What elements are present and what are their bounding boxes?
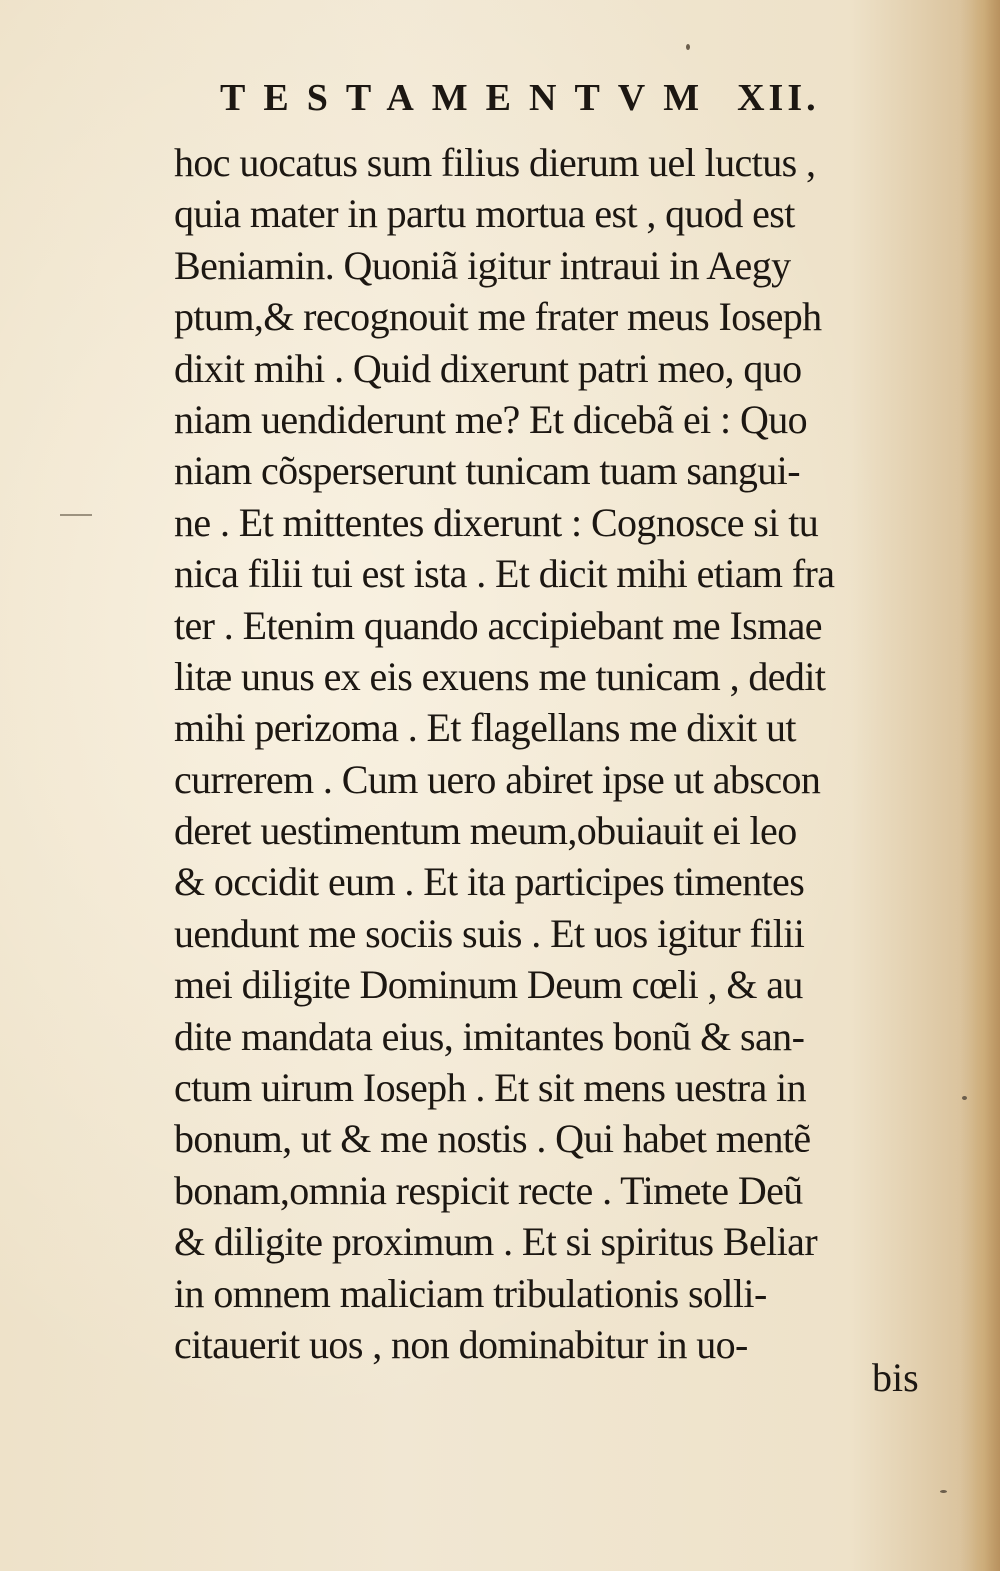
text-line: citauerit uos , non dominabitur in uo- [174,1321,748,1367]
ink-speck [962,1096,967,1100]
running-head-title: TESTAMENTVM [220,77,718,119]
catchword: bis [872,1355,919,1400]
text-line: quia mater in partu mortua est , quod est [174,191,795,237]
body-text [174,137,944,1370]
ink-speck [940,1490,947,1493]
ink-speck [686,44,690,50]
text-line: dixit mihi . Quid dixerunt patri meo, quo [174,345,802,391]
text-line: ne . Et mittentes dixerunt : Cognosce si tu [174,499,819,545]
margin-mark [60,514,92,516]
text-line: & occidit eum . Et ita participes timentes [174,859,805,905]
text-line: mei diligite Dominum Deum cœli , & au [174,962,803,1008]
text-line: nica filii tui est ista . Et dicit mihi etiam fra [174,551,835,597]
text-line: hoc uocatus sum filius dierum uel luctus , [174,140,816,185]
text-line: bonum, ut & me nostis . Qui habet mentẽ [174,1116,811,1162]
text-line: in omnem maliciam tribulationis solli- [174,1270,767,1316]
running-head-number: XII. [737,77,820,119]
text-line: uendunt me sociis suis . Et uos igitur filii [174,910,805,956]
text-line: litæ unus ex eis exuens me tunicam , dedit [174,653,826,699]
running-head [220,74,920,122]
page-edge-shadow [960,0,1000,1571]
text-line: bonam,omnia respicit recte . Timete Deũ [174,1167,803,1213]
text-line: Beniamin. Quoniã igitur intraui in Aegy [174,242,791,288]
text-line: niam uendiderunt me? Et dicebã ei : Quo [174,396,808,442]
text-line: dite mandata eius, imitantes bonũ & san- [174,1013,805,1059]
text-line: ter . Etenim quando accipiebant me Ismae [174,602,822,648]
text-line: niam cõsperserunt tunicam tuam sangui- [174,448,800,494]
text-line: ptum,& recognouit me frater meus Ioseph [174,294,822,340]
text-line: & diligite proximum . Et si spiritus Beliar [174,1219,818,1265]
text-line: mihi perizoma . Et flagellans me dixit ut [174,705,796,751]
text-line: currerem . Cum uero abiret ipse ut abscon [174,756,821,802]
text-line: ctum uirum Ioseph . Et sit mens uestra in [174,1065,806,1111]
text-line: deret uestimentum meum,obuiauit ei leo [174,808,797,854]
